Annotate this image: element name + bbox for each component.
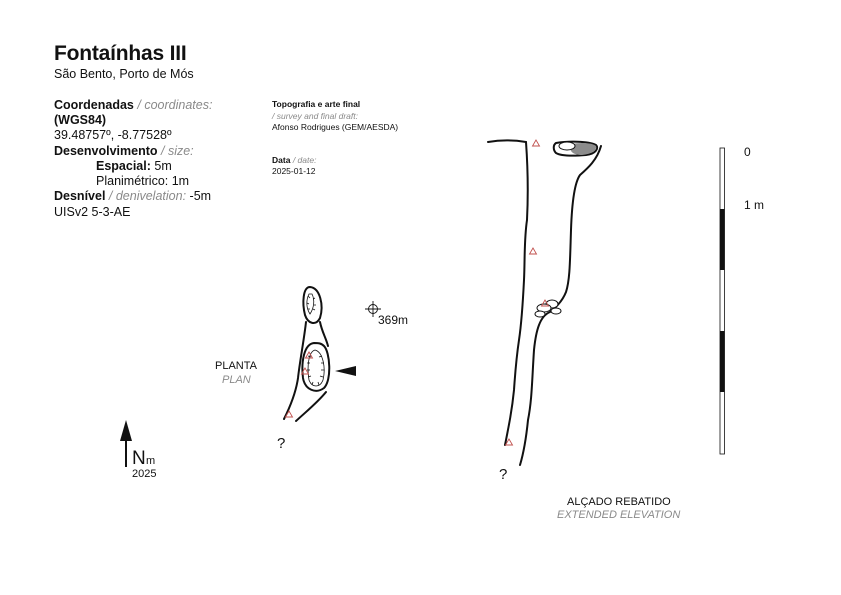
- coordinates-value: 39.48757º, -8.77528º: [54, 128, 172, 142]
- scale-label-one: 1 m: [744, 198, 765, 212]
- elevation-surface-line: [488, 141, 526, 143]
- date-label-en: / date:: [292, 155, 317, 165]
- scale-segment-dark: [720, 209, 725, 270]
- north-symbol: N: [132, 448, 146, 469]
- north-arrow-icon: [120, 420, 132, 467]
- denivelation-label: Desnível: [54, 189, 106, 203]
- coordinates-datum: (WGS84): [54, 113, 107, 127]
- altitude-label: 369m: [378, 313, 409, 327]
- coordinates-label: Coordenadas: [54, 98, 134, 112]
- development-label: Desenvolvimento: [54, 144, 158, 158]
- uis-code: UISv2 5-3-AE: [54, 205, 131, 219]
- planimetric-label: Planimétrico:: [96, 174, 169, 188]
- survey-author: Afonso Rodrigues (GEM/AESDA): [272, 122, 399, 132]
- survey-label: Topografia e arte final: [272, 99, 361, 109]
- planimetric-value: 1m: [171, 174, 190, 188]
- elevation-right-wall: [520, 146, 601, 465]
- station-marker: [533, 140, 540, 146]
- date-label: Data: [272, 155, 291, 165]
- scale-label-zero: 0: [744, 145, 751, 159]
- entrance-arrow-icon: [335, 366, 356, 376]
- plan-label: PLANTA: [215, 360, 257, 372]
- north-year: 2025: [132, 468, 157, 480]
- survey-label-en: / survey and final draft:: [272, 111, 358, 121]
- plan-upper-chamber-outline: [303, 287, 321, 323]
- elevation-label: ALÇADO REBATIDO: [567, 496, 671, 508]
- north-subscript: m: [146, 455, 156, 467]
- plan-view: [284, 287, 329, 421]
- scale-segment-dark: [720, 331, 725, 392]
- coordinates-label-en: / coordinates:: [137, 98, 213, 112]
- elevation-boulders: [535, 142, 575, 317]
- date-value: 2025-01-12: [272, 166, 316, 176]
- denivelation-value: -5m: [189, 189, 212, 203]
- cave-title: Fontaínhas III: [54, 42, 187, 65]
- scale-bar: [720, 148, 725, 454]
- plan-label-en: PLAN: [222, 374, 251, 386]
- station-marker: [530, 248, 537, 254]
- spatial-label: Espacial:: [96, 159, 151, 173]
- cave-location: São Bento, Porto de Mós: [54, 67, 194, 81]
- spatial-value: 5m: [154, 159, 172, 173]
- elevation-label-en: EXTENDED ELEVATION: [557, 509, 681, 521]
- elevation-view: [488, 141, 601, 466]
- elevation-left-wall: [505, 142, 528, 445]
- plan-right-wall: [296, 322, 328, 421]
- elevation-unknown-mark: ?: [499, 466, 508, 483]
- plan-unknown-mark: ?: [277, 435, 286, 452]
- denivelation-label-en: / denivelation:: [108, 189, 187, 203]
- development-label-en: / size:: [161, 144, 194, 158]
